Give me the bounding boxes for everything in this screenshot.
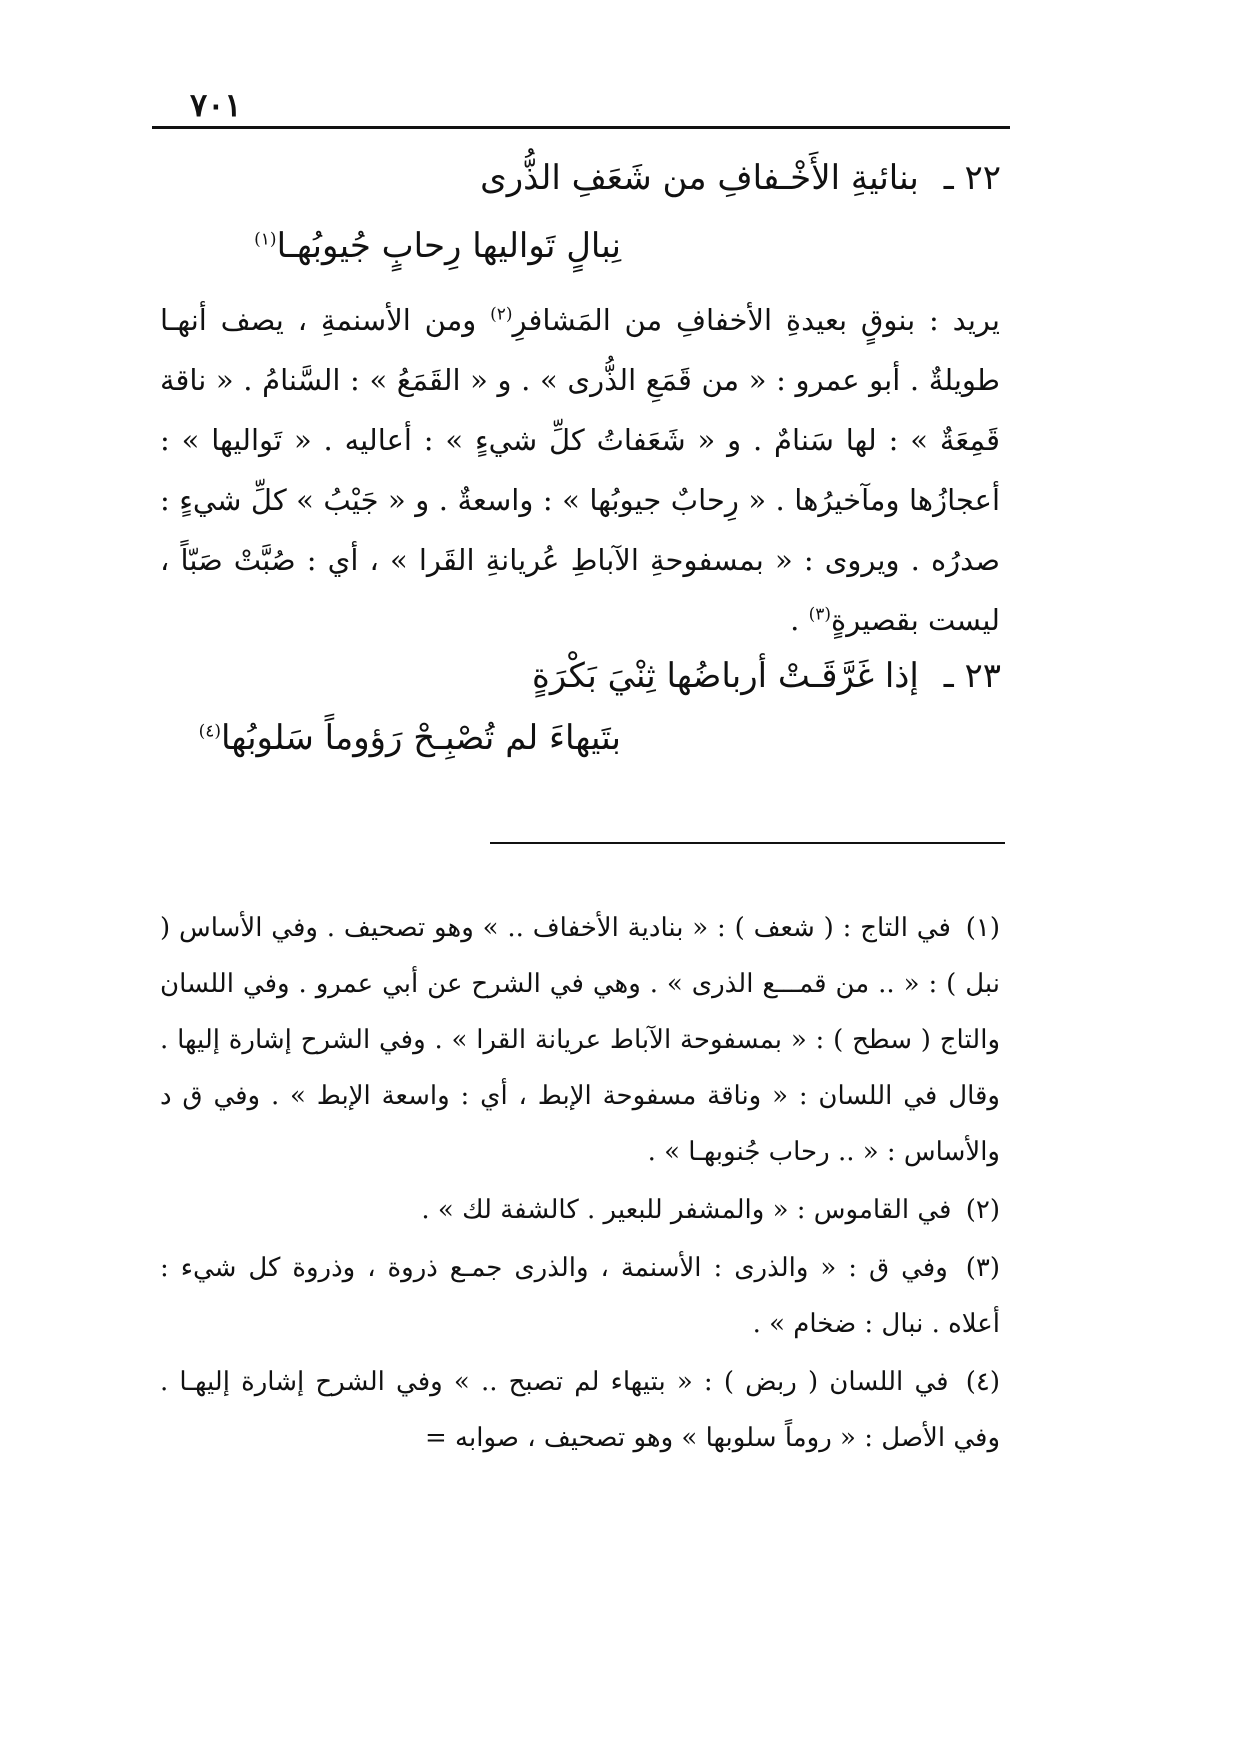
footnote-3-text: وفي ق : « والذرى : الأسنمة ، والذرى جمـع ذروة ، وذروة كل شيء : أعلاه . نبال : ضخام » . xyxy=(160,1253,1000,1339)
verse-22-number: ٢٢ ـ xyxy=(943,158,1001,198)
verse-23-second-hemistich-line xyxy=(199,718,621,759)
commentary-part-3: . xyxy=(790,603,800,637)
page-number: ٧٠١ xyxy=(190,86,242,124)
footnote-marker-4: (٤) xyxy=(198,721,222,742)
commentary-paragraph xyxy=(160,290,1000,650)
footnote-2-text: في القاموس : « والمشفر للبعير . كالشفة لك » . xyxy=(421,1195,952,1225)
footnote-4 xyxy=(160,1354,1000,1466)
footnote-3 xyxy=(160,1240,1000,1352)
footnote-4-text: في اللسان ( ربض ) : « بتيهاء لم تصبح .. » وفي الشرح إشارة إليهـا . وفي الأصل : « روماً سلوبها » وهو تصحيف ، صوابه = xyxy=(160,1367,1000,1453)
verse-22-second-hemistich-line xyxy=(254,226,621,267)
footnote-4-number: (٤) xyxy=(965,1367,1000,1397)
verse-23-second-hemistich: بتَيهاءَ لم تُصْبِـحْ رَؤوماً سَلوبُها xyxy=(221,718,621,758)
commentary-part-1: يريد : بنوقٍ بعيدةِ الأخفافِ من المَشافرِ xyxy=(512,303,1001,337)
footnote-marker-2: (٢) xyxy=(490,304,513,325)
footnote-1-number: (١) xyxy=(965,913,1001,943)
footnote-2 xyxy=(160,1182,1000,1238)
footnotes-section xyxy=(160,900,1000,1468)
footnote-separator xyxy=(490,842,1005,844)
header-rule xyxy=(152,126,1010,129)
verse-23-first-hemistich-line xyxy=(532,656,1001,697)
footnote-3-number: (٣) xyxy=(965,1253,1001,1283)
footnote-2-number: (٢) xyxy=(965,1195,1000,1225)
verse-22-second-hemistich: نِبالٍ تَواليها رِحابٍ جُيوبُهـا xyxy=(276,226,621,266)
footnote-1-text: في التاج : ( شعف ) : « بنادية الأخفاف .. » وهو تصحيف . وفي الأساس ( نبل ) : « .. من قمـــع الذرى » . وهي في الشرح عن أبي عمرو . وفي اللسان والتاج ( سطح ) : « بمسفوحة الآباط عريانة القرا » . وفي الشرح إشارة إليها . وقال في اللسان : « وناقة مسفوحة الإبط ، أي : واسعة الإبط » . وفي ق د والأساس : « .. رحاب جُنوبهـا » . xyxy=(160,913,1000,1167)
verse-23-number: ٢٣ ـ xyxy=(943,656,1001,696)
verse-23-first-hemistich: إذا غَرَّقَـتْ أرباضُها ثِنْيَ بَكْرَةٍ xyxy=(532,656,919,696)
commentary-part-2: ومن الأسنمةِ ، يصف أنهـا طويلةٌ . أبو عمرو : « من قَمَعِ الذُّرى » . و « القَمَعُ » : السَّنامُ . « ناقة قَمِعَةٌ » : لها سَنامٌ . و « شَعَفاتُ كلِّ شيءٍ » : أعاليه . « تَواليها » : أعجازُها ومآخيرُها . « رِحابٌ جيوبُها » : واسعةٌ . و « جَيْبُ » كلِّ شيءٍ : صدرُه . ويروى : « بمسفوحةِ الآباطِ عُريانةِ القَرا » ، أي : صُبَّتْ صَبّاً ، ليست بقصيرةٍ xyxy=(160,303,1000,637)
footnote-marker-1: (١) xyxy=(254,229,277,250)
verse-22-first-hemistich: بنائيةِ الأَخْـفافِ من شَعَفِ الذُّرى xyxy=(480,158,919,198)
verse-22-first-hemistich-line xyxy=(480,158,1001,199)
footnote-marker-3: (٣) xyxy=(808,604,831,625)
footnote-1 xyxy=(160,900,1000,1180)
